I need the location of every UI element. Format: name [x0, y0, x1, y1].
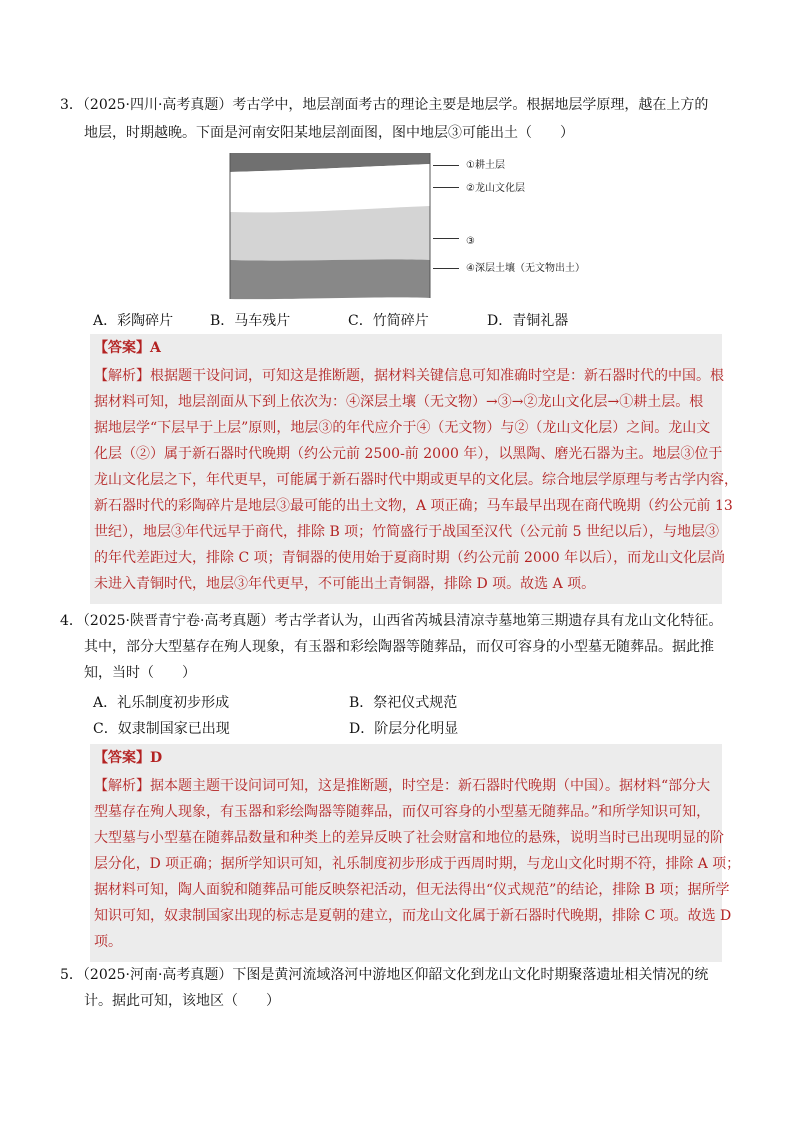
q4-stem-line-2: 其中，部分大型墓存在殉人现象，有玉器和彩绘陶器等随葬品，而仅可容身的小型墓无随葬品。据此推 — [84, 639, 714, 655]
q3-analysis-line: 的年代差距过大，排除 C 项；青铜器的使用始于夏商时期（约公元前 2000 年以后），而龙山文化层尚 — [94, 550, 726, 566]
q5-stem-line-2: 计。据此可知，该地区（ ） — [84, 993, 280, 1009]
layer-4-deep-soil — [230, 259, 430, 299]
q4-analysis-line: 型墓存在殉人现象，有玉器和彩绘陶器等随葬品，而仅可容身的小型墓无随葬品。”和所学知识可知， — [94, 804, 711, 820]
q4-analysis-line: 据材料可知，陶人面貌和随葬品可能反映祭祀活动，但无法得出“仪式规范”的结论，排除 B 项；据所学 — [94, 882, 730, 898]
layer-2-longshan — [230, 164, 430, 212]
label-layer-3: ③ — [466, 236, 475, 247]
q4-stem-line-3: 知，当时（ ） — [84, 665, 196, 681]
q4-option-b: B．祭祀仪式规范 — [349, 695, 458, 711]
q3-answer: 【答案】A — [94, 340, 161, 356]
q3-analysis-line: 【解析】根据题干设问词，可知这是推断题，据材料关键信息可知准确时空是：新石器时代的中国。根 — [94, 368, 724, 384]
q4-analysis-line: 【解析】据本题主题干设问词可知，这是推断题，时空是：新石器时代晚期（中国）。据材料“部分大 — [94, 778, 711, 794]
stratigraphy-diagram — [226, 150, 436, 302]
q3-option-b: B．马车残片 — [210, 313, 291, 329]
q4-analysis-line: 知识可知，奴隶制国家出现的标志是夏朝的建立，而龙山文化属于新石器时代晚期，排除 C 项。故选 D — [94, 908, 732, 924]
stratigraphy-figure — [226, 150, 606, 302]
label-layer-2: ②龙山文化层 — [466, 183, 525, 194]
q3-stem-line-2: 地层，时期越晚。下面是河南安阳某地层剖面图，图中地层③可能出土（ ） — [84, 125, 574, 141]
q4-answer: 【答案】D — [94, 750, 163, 766]
q3-analysis-line: 世纪），地层③年代远早于商代，排除 B 项；竹简盛行于战国至汉代（公元前 5 世纪以后），与地层③ — [94, 524, 719, 540]
q3-analysis-line: 新石器时代的彩陶碎片是地层③最可能的出土文物，A 项正确；马车最早出现在商代晚期（约公元前 13 — [94, 498, 733, 514]
label-layer-1: ①耕土层 — [466, 160, 505, 171]
q3-option-c: C．竹简碎片 — [348, 313, 429, 329]
q3-analysis-line: 龙山文化层之下，年代更早，可能属于新石器时代中期或更早的文化层。综合地层学原理与考古学内容， — [94, 472, 738, 488]
q4-analysis-line: 大型墓与小型墓在随葬品数量和种类上的差异反映了社会财富和地位的悬殊，说明当时已出现明显的阶 — [94, 830, 724, 846]
q4-option-c: C．奴隶制国家已出现 — [93, 721, 230, 737]
q3-option-a: A．彩陶碎片 — [93, 313, 174, 329]
q4-answer-block — [90, 744, 740, 962]
q3-answer-block — [90, 334, 738, 604]
q4-analysis-line: 层分化，D 项正确；据所学知识可知，礼乐制度初步形成于西周时期，与龙山文化时期不符，排除 A 项； — [94, 856, 740, 872]
q3-analysis-line: 未进入青铜时代，地层③年代更早，不可能出土青铜器，排除 D 项。故选 A 项。 — [94, 576, 596, 592]
q4-analysis-line: 项。 — [94, 934, 122, 950]
label-layer-4: ④深层土壤（无文物出土） — [466, 263, 585, 274]
q4-stem-line-1: 4．（2025·陕晋青宁卷·高考真题）考古学者认为，山西省芮城县清凉寺墓地第三期遗存具有龙山文化特征。 — [60, 613, 723, 629]
layer-3 — [230, 206, 430, 261]
q3-option-d: D．青铜礼器 — [487, 313, 569, 329]
q3-stem-line-1: 3．（2025·四川·高考真题）考古学中，地层剖面考古的理论主要是地层学。根据地层学原理，越在上方的 — [60, 97, 709, 113]
q4-option-d: D．阶层分化明显 — [349, 721, 459, 737]
q3-analysis-line: 化层（②）属于新石器时代晚期（约公元前 2500-前 2000 年），以黑陶、磨光石器为主。地层③位于 — [94, 446, 723, 462]
q5-stem-line-1: 5．（2025·河南·高考真题）下图是黄河流域洛河中游地区仰韶文化到龙山文化时期聚落遗址相关情况的统 — [60, 967, 709, 983]
q3-analysis-line: 据材料可知，地层剖面从下到上依次为：④深层土壤（无文物）→③→②龙山文化层→①耕土层。根 — [94, 394, 704, 410]
q3-analysis-line: 据地层学“下层早于上层”原则，地层③的年代应介于④（无文物）与②（龙山文化层）之间。龙山文 — [94, 420, 711, 436]
q4-option-a: A．礼乐制度初步形成 — [93, 695, 230, 711]
